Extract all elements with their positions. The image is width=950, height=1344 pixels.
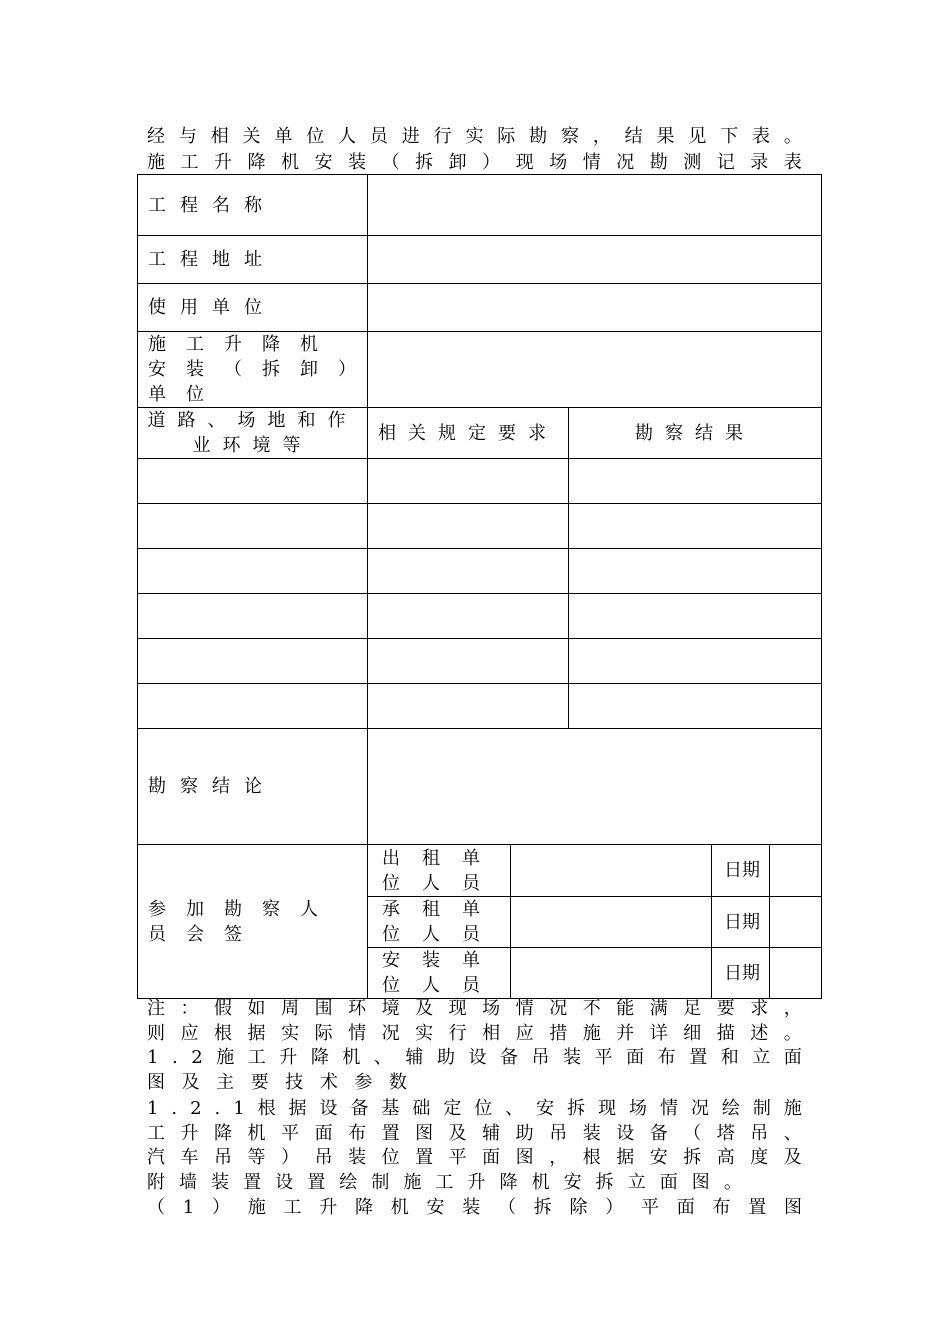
rental-date-value[interactable] xyxy=(770,845,822,897)
table-row xyxy=(138,236,822,284)
table-row xyxy=(138,332,822,408)
table-row xyxy=(138,729,822,845)
requirement-cell[interactable] xyxy=(368,684,569,729)
result-cell[interactable] xyxy=(569,504,822,549)
section-1-2-line-1: 1 . 2 施 工 升 降 机 、 辅 助 设 备 吊 装 平 面 布 置 和 立 面 xyxy=(147,1047,802,1068)
installer-unit-label: 安装单位人员 xyxy=(368,948,511,999)
table-header-row xyxy=(138,408,822,459)
section-1-2-1-line-3: 汽 车 吊 等 ） 吊 装 位 置 平 面 图 ， 根 据 安 拆 高 度 及 xyxy=(147,1147,802,1168)
section-1-2-1-line-2: 工 升 降 机 平 面 布 置 图 及 辅 助 吊 装 设 备 （ 塔 吊 、 xyxy=(147,1123,802,1144)
table-row xyxy=(138,845,822,897)
env-cell[interactable] xyxy=(138,459,368,504)
table-row xyxy=(138,549,822,594)
table-row xyxy=(138,639,822,684)
date-label: 日期 xyxy=(712,897,770,948)
requirement-cell[interactable] xyxy=(368,639,569,684)
table-row xyxy=(138,594,822,639)
date-label: 日期 xyxy=(712,845,770,897)
install-unit-value[interactable] xyxy=(368,332,822,408)
col-requirements-header: 相关规定要求 xyxy=(368,408,569,459)
requirement-cell[interactable] xyxy=(368,459,569,504)
table-row xyxy=(138,284,822,332)
project-name-value[interactable] xyxy=(368,175,822,236)
note-line-1: 注 ： 假 如 周 围 环 境 及 现 场 情 况 不 能 满 足 要 求 ， xyxy=(147,998,802,1019)
env-cell[interactable] xyxy=(138,684,368,729)
env-cell[interactable] xyxy=(138,639,368,684)
section-1-2-line-2: 图 及 主 要 技 术 参 数 xyxy=(147,1072,407,1093)
intro-line: 经 与 相 关 单 位 人 员 进 行 实 际 勘 察 ， 结 果 见 下 表 。 xyxy=(147,126,802,147)
lessee-unit-signature[interactable] xyxy=(511,897,712,948)
project-name-label: 工程名称 xyxy=(138,175,368,236)
lessee-unit-label: 承租单位人员 xyxy=(368,897,511,948)
result-cell[interactable] xyxy=(569,549,822,594)
install-unit-label: 施工升降机安装（拆卸）单位 xyxy=(138,332,368,408)
rental-unit-signature[interactable] xyxy=(511,845,712,897)
conclusion-value[interactable] xyxy=(368,729,822,845)
user-unit-value[interactable] xyxy=(368,284,822,332)
note-line-2: 则 应 根 据 实 际 情 况 实 行 相 应 措 施 并 详 细 描 述 。 xyxy=(147,1023,802,1044)
project-address-value[interactable] xyxy=(368,236,822,284)
section-1-2-1-line-1: 1 . 2 . 1 根 据 设 备 基 础 定 位 、 安 拆 现 场 情 况 绘 制 施 xyxy=(147,1098,802,1119)
section-1-2-1-line-5: （ 1 ） 施 工 升 降 机 安 装 （ 拆 除 ） 平 面 布 置 图 xyxy=(147,1197,802,1218)
table-row xyxy=(138,175,822,236)
installer-unit-signature[interactable] xyxy=(511,948,712,999)
lessee-date-value[interactable] xyxy=(770,897,822,948)
conclusion-label: 勘察结论 xyxy=(138,729,368,845)
section-1-2-1-line-4: 附 墙 装 置 设 置 绘 制 施 工 升 降 机 安 拆 立 面 图 。 xyxy=(147,1172,742,1193)
participants-label: 参加勘察人员会签 xyxy=(138,845,368,999)
result-cell[interactable] xyxy=(569,594,822,639)
requirement-cell[interactable] xyxy=(368,594,569,639)
env-cell[interactable] xyxy=(138,504,368,549)
result-cell[interactable] xyxy=(569,459,822,504)
rental-unit-label: 出租单位人员 xyxy=(368,845,511,897)
result-cell[interactable] xyxy=(569,684,822,729)
project-address-label: 工程地址 xyxy=(138,236,368,284)
env-cell[interactable] xyxy=(138,594,368,639)
survey-table xyxy=(137,174,822,999)
col-result-header: 勘察结果 xyxy=(569,408,822,459)
installer-date-value[interactable] xyxy=(770,948,822,999)
requirement-cell[interactable] xyxy=(368,504,569,549)
env-cell[interactable] xyxy=(138,549,368,594)
col-env-header: 道路、场地和作业环境等 xyxy=(138,408,368,459)
requirement-cell[interactable] xyxy=(368,549,569,594)
table-row xyxy=(138,504,822,549)
date-label: 日期 xyxy=(712,948,770,999)
table-title: 施 工 升 降 机 安 装 （ 拆 卸 ） 现 场 情 况 勘 测 记 录 表 xyxy=(147,152,802,173)
table-row xyxy=(138,459,822,504)
table-row xyxy=(138,684,822,729)
user-unit-label: 使用单位 xyxy=(138,284,368,332)
result-cell[interactable] xyxy=(569,639,822,684)
